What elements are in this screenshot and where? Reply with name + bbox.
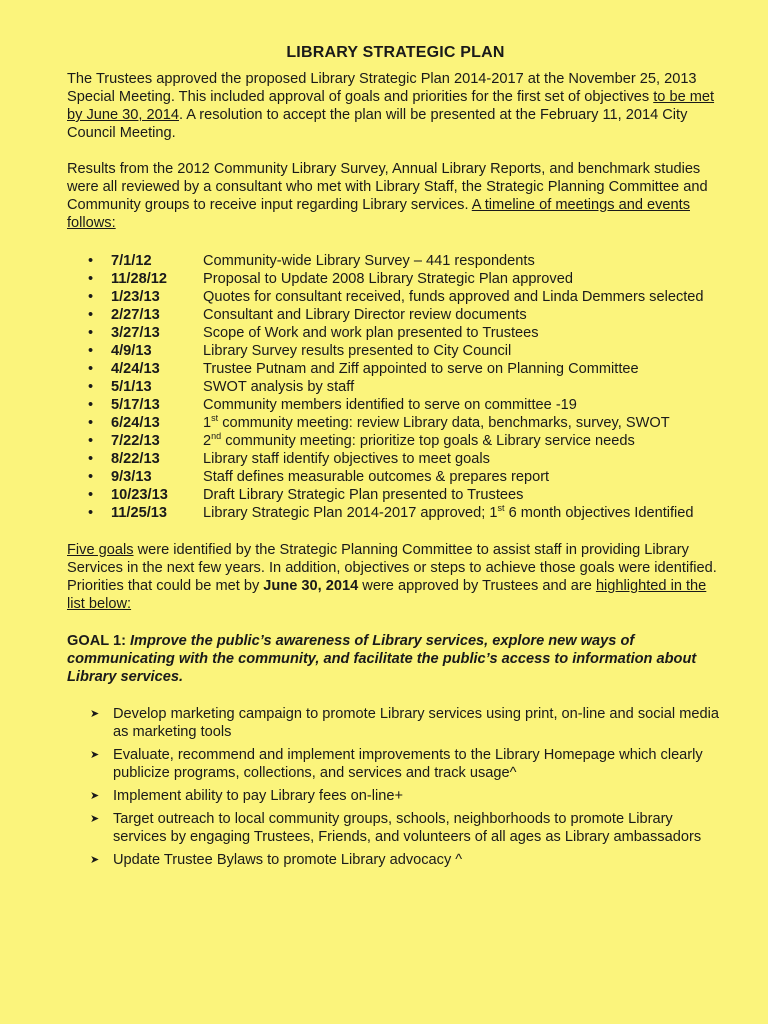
timeline-date: 11/28/12 bbox=[111, 271, 168, 287]
timeline-item bbox=[88, 396, 724, 414]
timeline-heading: A timeline of meetings and events follows: bbox=[67, 197, 690, 231]
highlight-note: highlighted in the list below: bbox=[67, 578, 707, 612]
timeline-item bbox=[88, 342, 724, 360]
timeline-desc: Library Strategic Plan 2014-2017 approved; 1st 6 month objectives Identified bbox=[203, 503, 694, 521]
objective-text: Implement ability to pay Library fees on-line+ bbox=[113, 788, 403, 804]
timeline-date: 8/22/13 bbox=[111, 451, 160, 467]
timeline-date: 6/24/13 bbox=[111, 415, 160, 431]
objective-item bbox=[90, 810, 724, 846]
timeline-date: 11/25/13 bbox=[111, 505, 168, 521]
intro-paragraph: The Trustees approved the proposed Library Strategic Plan 2014-2017 at the November 25, 2013 Special Meeting. This included approval of goals and priorities for the first set of objectives to be met by June 30, 2014. A resolution to accept the plan will be presented at the February 11, 2014 City Council Meeting. bbox=[67, 71, 715, 141]
bullet-icon: • bbox=[88, 325, 94, 341]
timeline-date: 4/24/13 bbox=[111, 361, 160, 377]
bullet-icon: • bbox=[88, 415, 94, 431]
goal-1-text: Improve the public’s awareness of Library services, explore new ways of communicating with the community, and facilitate the public’s access to information about Library services. bbox=[67, 633, 697, 685]
objective-text: Evaluate, recommend and implement improvements to the Library Homepage which clearly publicize programs, collections, and services and track usage^ bbox=[113, 747, 703, 781]
objective-item bbox=[90, 705, 724, 741]
objective-text: Target outreach to local community groups, schools, neighborhoods to promote Library services by engaging Trustees, Friends, and volunteers of all ages as Library ambassadors bbox=[113, 811, 702, 845]
bullet-icon: • bbox=[88, 397, 94, 413]
timeline-item bbox=[88, 270, 724, 288]
timeline-date: 1/23/13 bbox=[111, 289, 160, 305]
timeline-desc: Draft Library Strategic Plan presented to Trustees bbox=[203, 487, 524, 503]
arrow-bullet-icon: ➤ bbox=[90, 854, 100, 866]
timeline-item bbox=[88, 468, 724, 486]
bullet-icon: • bbox=[88, 433, 94, 449]
timeline-desc: Library staff identify objectives to meet goals bbox=[203, 451, 490, 467]
bullet-icon: • bbox=[88, 307, 94, 323]
goal-1-label: GOAL 1: bbox=[67, 633, 130, 649]
timeline-desc: SWOT analysis by staff bbox=[203, 379, 355, 395]
bullet-icon: • bbox=[88, 505, 94, 521]
bullet-icon: • bbox=[88, 379, 94, 395]
five-goals: Five goals bbox=[67, 542, 134, 558]
timeline-desc: Community members identified to serve on committee -19 bbox=[203, 397, 577, 413]
timeline-desc: Consultant and Library Director review documents bbox=[203, 307, 527, 323]
timeline-date: 9/3/13 bbox=[111, 469, 152, 485]
timeline-item bbox=[88, 306, 724, 324]
objective-item bbox=[90, 746, 724, 782]
arrow-bullet-icon: ➤ bbox=[90, 749, 100, 761]
goal-1-heading bbox=[67, 632, 724, 686]
objective-item bbox=[90, 787, 724, 805]
bullet-icon: • bbox=[88, 289, 94, 305]
timeline-item bbox=[88, 486, 724, 504]
deadline-date: June 30, 2014 bbox=[263, 578, 359, 594]
results-paragraph: Results from the 2012 Community Library Survey, Annual Library Reports, and benchmark studies were all reviewed by a consultant who met with Library Staff, the Strategic Planning Committee and Community groups to receive input regarding Library services. A timeline of meetings and events follows: bbox=[67, 161, 708, 231]
timeline-desc: 1st community meeting: review Library data, benchmarks, survey, SWOT bbox=[203, 413, 670, 431]
timeline-item bbox=[88, 252, 724, 270]
intro-deadline: to be met by June 30, 2014 bbox=[67, 89, 715, 123]
timeline-desc: Scope of Work and work plan presented to Trustees bbox=[203, 325, 539, 341]
objectives-list bbox=[90, 705, 724, 869]
timeline-item bbox=[88, 360, 724, 378]
timeline-item bbox=[88, 414, 724, 432]
timeline-item bbox=[88, 504, 724, 522]
bullet-icon: • bbox=[88, 253, 94, 269]
timeline-item bbox=[88, 324, 724, 342]
bullet-icon: • bbox=[88, 271, 94, 287]
page-title: LIBRARY STRATEGIC PLAN bbox=[286, 44, 505, 61]
timeline-date: 2/27/13 bbox=[111, 307, 160, 323]
timeline-date: 5/1/13 bbox=[111, 379, 152, 395]
timeline-desc: Trustee Putnam and Ziff appointed to serve on Planning Committee bbox=[203, 361, 639, 377]
bullet-icon: • bbox=[88, 361, 94, 377]
timeline-item bbox=[88, 288, 724, 306]
timeline-desc: Proposal to Update 2008 Library Strategic Plan approved bbox=[203, 271, 573, 287]
timeline-date: 7/22/13 bbox=[111, 433, 160, 449]
bullet-icon: • bbox=[88, 343, 94, 359]
timeline-desc: Community-wide Library Survey – 441 respondents bbox=[203, 253, 535, 269]
arrow-bullet-icon: ➤ bbox=[90, 790, 100, 802]
bullet-icon: • bbox=[88, 451, 94, 467]
objective-text: Update Trustee Bylaws to promote Library advocacy ^ bbox=[113, 852, 463, 868]
bullet-icon: • bbox=[88, 469, 94, 485]
timeline-desc: Quotes for consultant received, funds approved and Linda Demmers selected bbox=[203, 289, 704, 305]
timeline-item bbox=[88, 450, 724, 468]
timeline-date: 5/17/13 bbox=[111, 397, 160, 413]
timeline-date: 4/9/13 bbox=[111, 343, 152, 359]
timeline-item bbox=[88, 378, 724, 396]
timeline-date: 10/23/13 bbox=[111, 487, 168, 503]
goals-paragraph: Five goals were identified by the Strategic Planning Committee to assist staff in providing Library Services in the next few years. In addition, objectives or steps to achieve those goals were identified. Priorities that could be met by June 30, 2014 were approved by Trustees and are highlighted in the list below: bbox=[67, 542, 717, 612]
timeline-desc: Library Survey results presented to City Council bbox=[203, 343, 512, 359]
objective-item bbox=[90, 851, 724, 869]
objective-text: Develop marketing campaign to promote Library services using print, on-line and social media as marketing tools bbox=[113, 706, 719, 740]
arrow-bullet-icon: ➤ bbox=[90, 708, 100, 720]
timeline-item bbox=[88, 432, 724, 450]
timeline-date: 3/27/13 bbox=[111, 325, 160, 341]
timeline-desc: Staff defines measurable outcomes & prepares report bbox=[203, 469, 550, 485]
timeline-desc: 2nd community meeting: prioritize top goals & Library service needs bbox=[203, 431, 635, 449]
timeline-date: 7/1/12 bbox=[111, 253, 152, 269]
bullet-icon: • bbox=[88, 487, 94, 503]
arrow-bullet-icon: ➤ bbox=[90, 813, 100, 825]
timeline-list bbox=[88, 252, 724, 522]
